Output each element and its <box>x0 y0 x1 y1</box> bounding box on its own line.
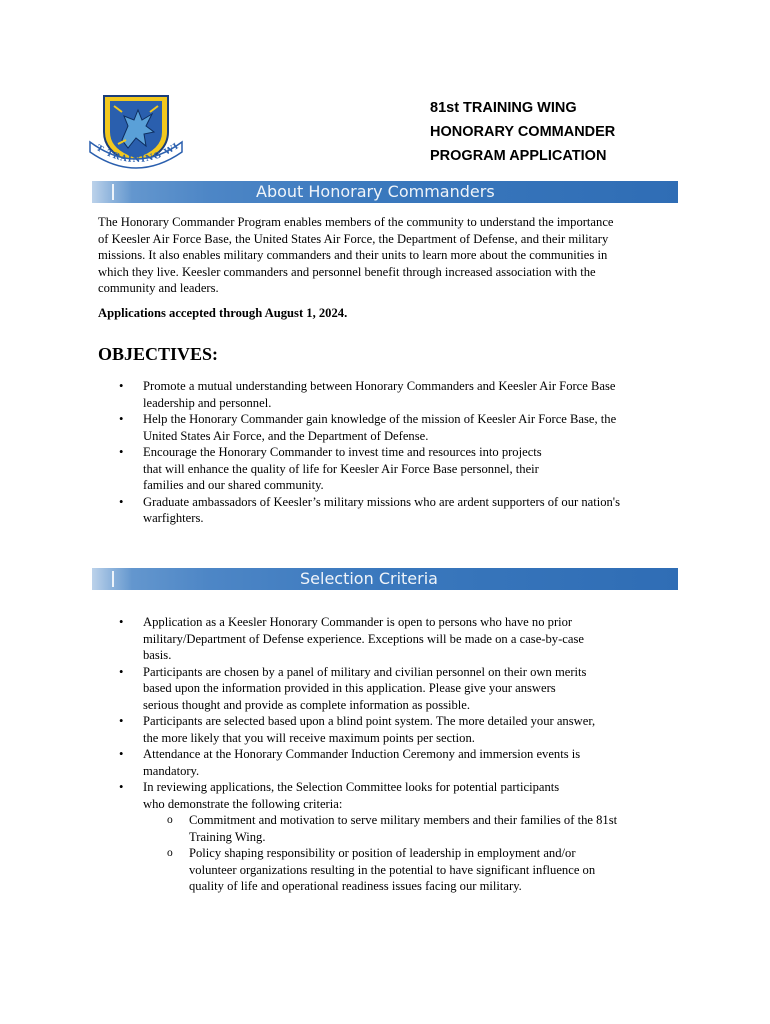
criteria-line: basis. <box>143 648 172 662</box>
intro-line: which they live. Keesler commanders and personnel benefit through increased association with the <box>98 264 596 279</box>
selection-criteria-banner <box>92 568 678 590</box>
title-line: 81st TRAINING WING <box>430 100 577 116</box>
criteria-item <box>98 664 676 714</box>
objective-line: • Help the Honorary Commander gain knowledge of the mission of Keesler Air Force Base, the <box>143 412 617 426</box>
intro-line: community and leaders. <box>98 281 219 295</box>
criteria-line: military/Department of Defense experience. Exceptions will be made on a case-by-case <box>143 631 584 646</box>
objective-line: leadership and personnel. <box>143 395 272 410</box>
objective-line: • Promote a mutual understanding between Honorary Commanders and Keesler Air Force Base <box>143 379 616 393</box>
about-banner <box>92 181 678 203</box>
objective-line: United States Air Force, and the Department of Defense. <box>143 428 429 443</box>
objective-line: • Graduate ambassadors of Keesler’s military missions who are ardent supporters of our nation's <box>143 494 620 509</box>
criteria-subline: quality of life and operational readiness issues facing our military. <box>189 879 522 894</box>
intro-paragraph <box>98 214 674 297</box>
criteria-item <box>98 614 676 664</box>
objectives-heading: OBJECTIVES: <box>98 344 219 364</box>
intro-line: of Keesler Air Force Base, the United States Air Force, the Department of Defense, and their military <box>98 231 609 246</box>
criteria-item <box>98 746 676 779</box>
criteria-line: based upon the information provided in this application. Please give your answers <box>143 681 556 696</box>
criteria-line: • Participants are chosen by a panel of military and civilian personnel on their own merits <box>143 664 587 679</box>
about-banner-label: About Honorary Commanders <box>256 182 495 201</box>
objective-item <box>98 411 676 444</box>
criteria-line: • Attendance at the Honorary Commander Induction Ceremony and immersion events is <box>143 747 581 762</box>
objective-line: • Encourage the Honorary Commander to invest time and resources into projects <box>143 445 542 459</box>
criteria-subline: volunteer organizations resulting in the potential to have significant influence on <box>189 862 596 877</box>
81st-training-wing-emblem <box>88 92 184 172</box>
emblem-graphic <box>88 92 184 172</box>
criteria-sublist <box>98 812 676 895</box>
criteria-line: mandatory. <box>143 763 200 778</box>
objective-line: families and our shared community. <box>143 478 324 492</box>
application-deadline: Applications accepted through August 1, 2024. <box>98 306 348 320</box>
criteria-subline: o Policy shaping responsibility or position of leadership in employment and/or <box>189 846 576 861</box>
objective-line: that will enhance the quality of life for Keesler Air Force Base personnel, their <box>143 461 539 476</box>
criteria-item <box>98 713 676 746</box>
criteria-line: the more likely that you will receive maximum points per section. <box>143 730 475 745</box>
criteria-subitem <box>98 845 676 895</box>
criteria-subline: Training Wing. <box>189 829 266 844</box>
criteria-list <box>98 614 676 895</box>
title-line: HONORARY COMMANDER <box>430 124 616 140</box>
title-line: PROGRAM APPLICATION <box>430 148 607 164</box>
objective-item <box>98 494 676 527</box>
objective-item <box>98 444 676 494</box>
objectives-list <box>98 378 676 527</box>
criteria-subitem <box>98 812 676 845</box>
objective-line: warfighters. <box>143 511 204 525</box>
criteria-subline: o Commitment and motivation to serve military members and their families of the 81st <box>189 813 618 828</box>
criteria-line: who demonstrate the following criteria: <box>143 796 343 811</box>
criteria-line: • Participants are selected based upon a blind point system. The more detailed your answer, <box>143 714 596 729</box>
intro-line: The Honorary Commander Program enables members of the community to understand the importance <box>98 215 614 229</box>
application-title <box>430 96 615 168</box>
selection-criteria-banner-label: Selection Criteria <box>300 569 438 588</box>
criteria-line: serious thought and provide as complete information as possible. <box>143 697 471 712</box>
criteria-line: • Application as a Keesler Honorary Commander is open to persons who have no prior <box>143 615 573 629</box>
objective-item <box>98 378 676 411</box>
intro-line: missions. It also enables military commanders and their units to learn more about the communities in <box>98 248 608 262</box>
criteria-item <box>98 779 676 895</box>
criteria-line: • In reviewing applications, the Selection Committee looks for potential participants <box>143 780 560 795</box>
emblem-scroll-text: T TRAINING WI <box>94 141 182 166</box>
